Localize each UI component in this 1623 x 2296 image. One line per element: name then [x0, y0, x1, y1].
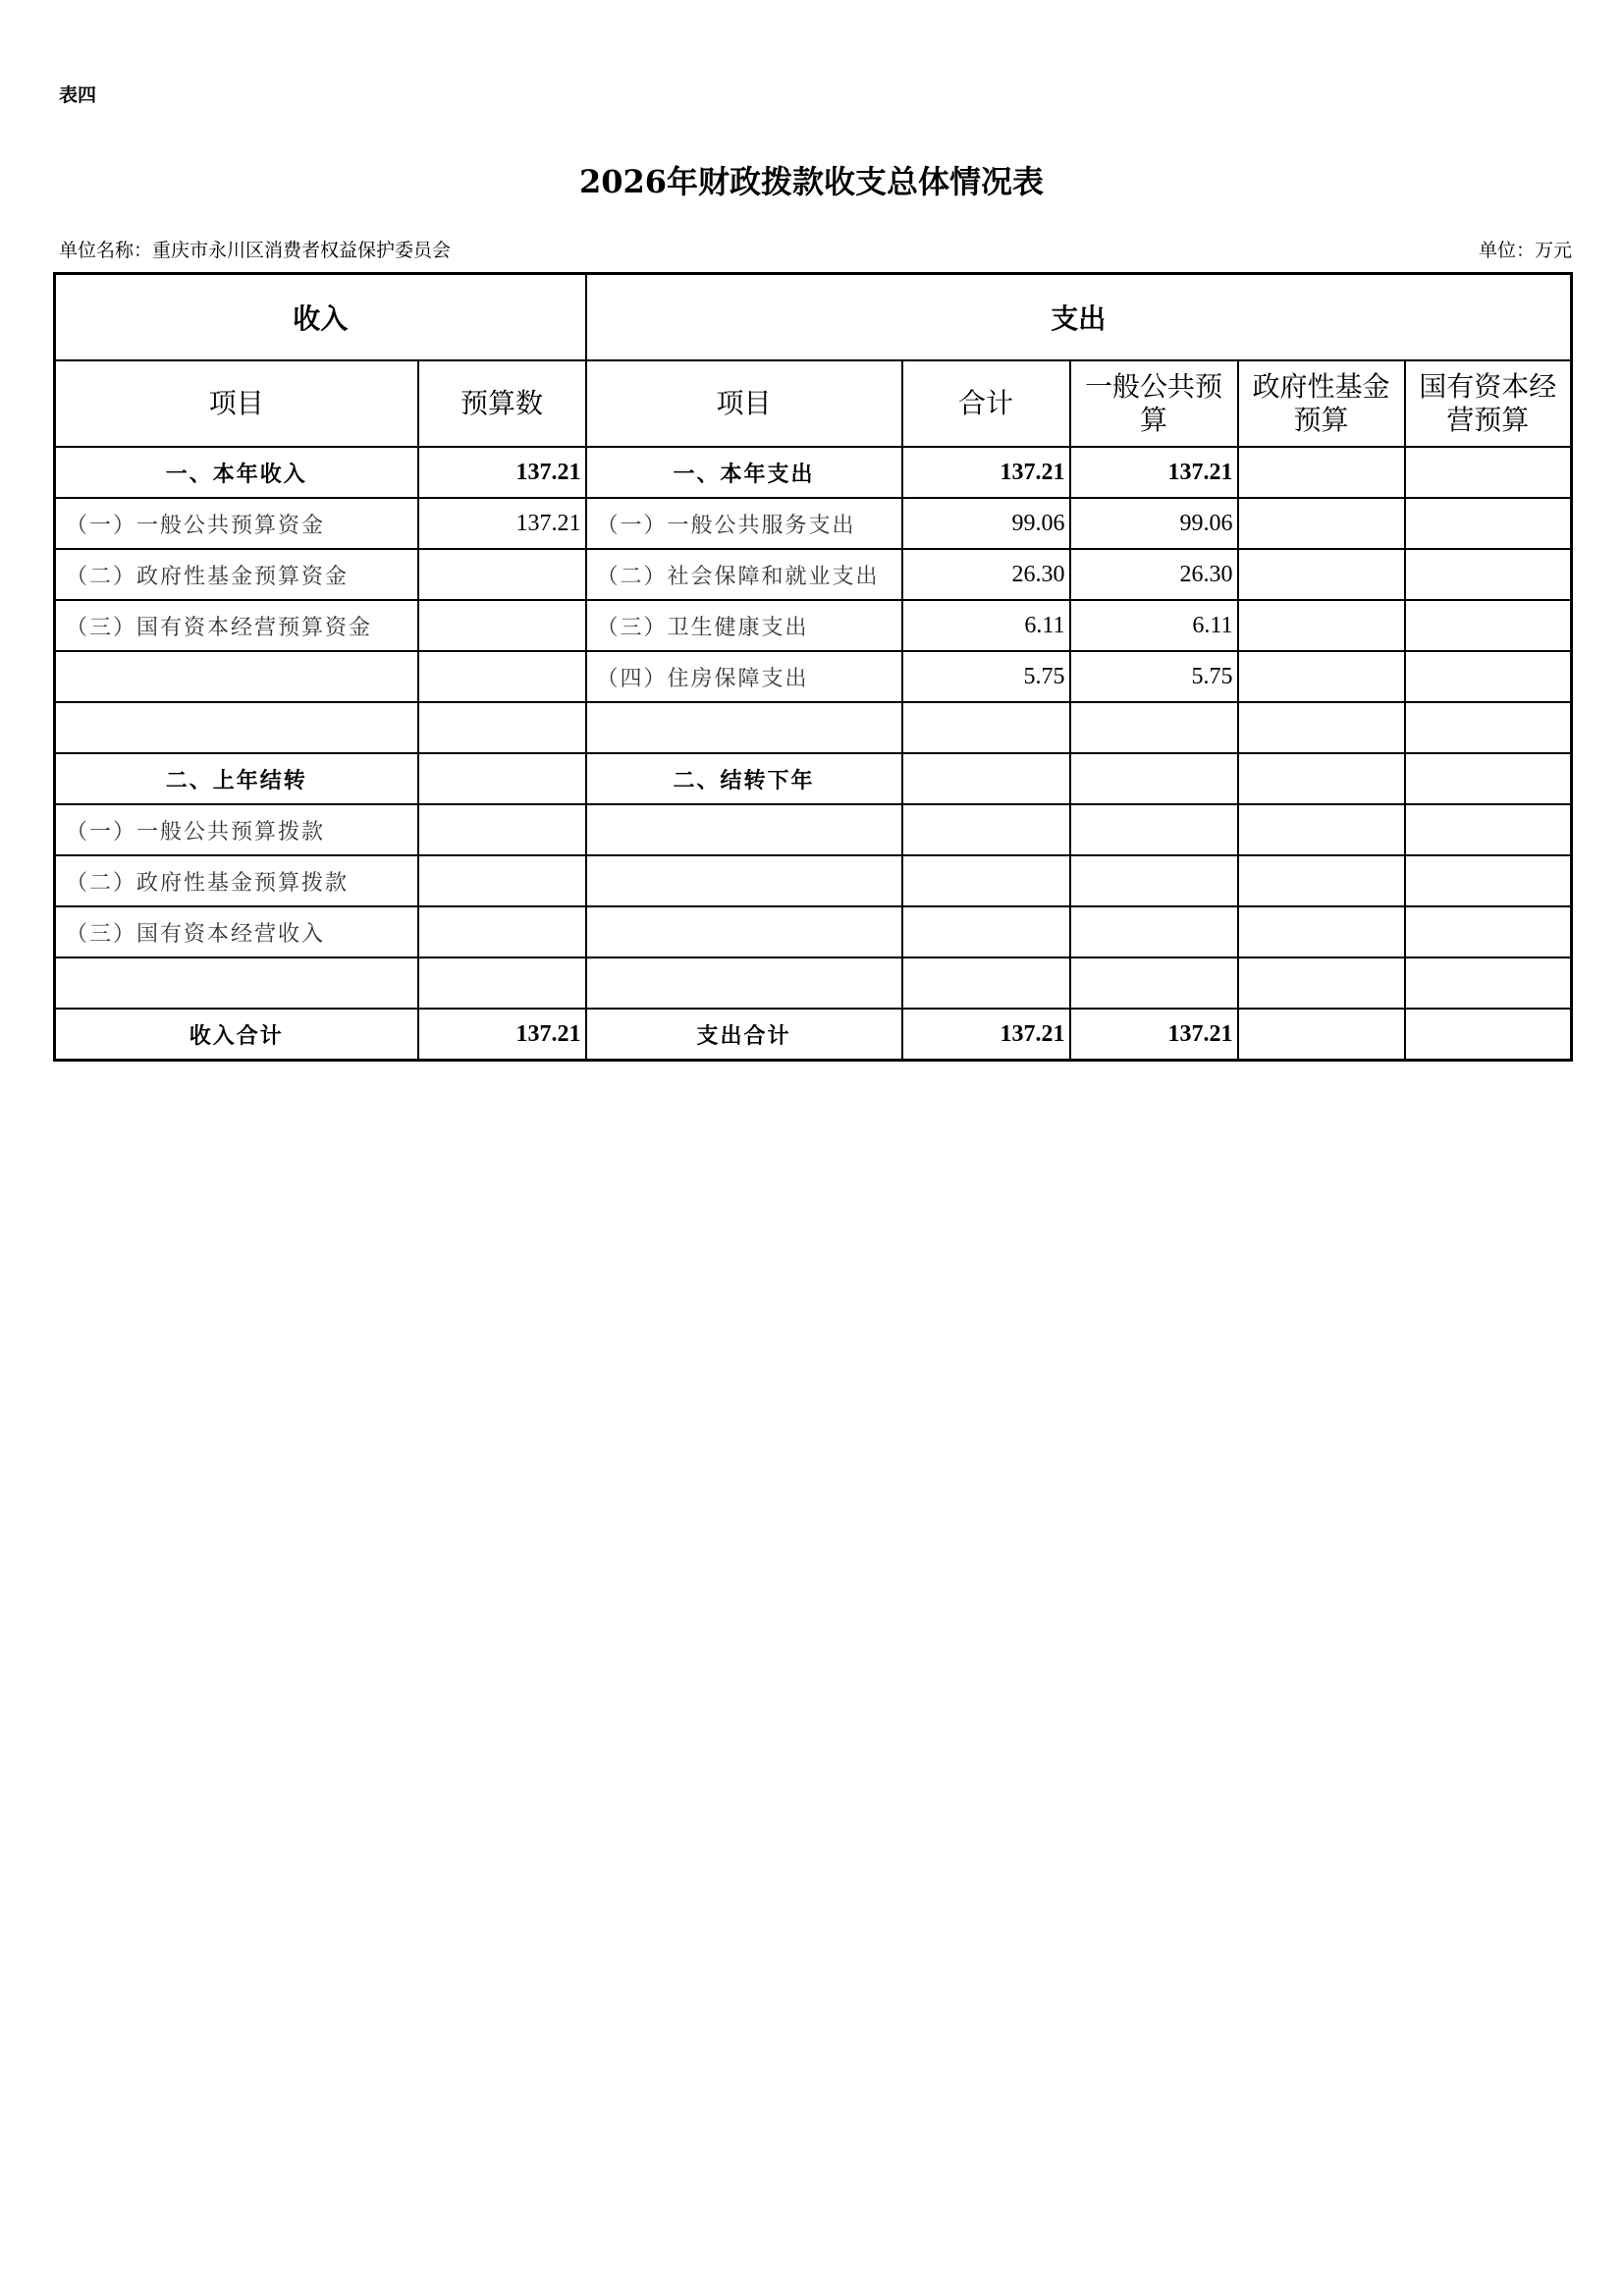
expense-item-cell	[586, 855, 902, 906]
expense-header: 支出	[586, 274, 1572, 361]
general-budget-cell	[1070, 855, 1238, 906]
income-value-cell	[418, 651, 586, 702]
state-capital-cell	[1405, 651, 1572, 702]
general-budget-cell: 137.21	[1070, 1009, 1238, 1061]
header-row-2	[55, 360, 1572, 447]
income-item-cell: （一）一般公共预算拨款	[55, 804, 418, 855]
budget-table	[53, 272, 1573, 1062]
expense-item-cell: 一、本年支出	[586, 447, 902, 498]
gov-fund-header: 政府性基金预算	[1238, 360, 1405, 447]
gov-fund-cell	[1238, 447, 1405, 498]
gov-fund-cell	[1238, 702, 1405, 753]
expense-item-cell	[586, 906, 902, 957]
general-budget-cell	[1070, 957, 1238, 1009]
gov-fund-cell	[1238, 957, 1405, 1009]
gov-fund-cell	[1238, 549, 1405, 600]
table-row	[55, 549, 1572, 600]
expense-item-cell	[586, 957, 902, 1009]
gov-fund-cell	[1238, 651, 1405, 702]
income-item-cell: 二、上年结转	[55, 753, 418, 804]
total-cell: 137.21	[902, 1009, 1070, 1061]
state-capital-cell	[1405, 804, 1572, 855]
gov-fund-cell	[1238, 498, 1405, 549]
table-row	[55, 498, 1572, 549]
income-value-cell	[418, 753, 586, 804]
table-row	[55, 957, 1572, 1009]
income-item-cell: 收入合计	[55, 1009, 418, 1061]
table-row	[55, 855, 1572, 906]
general-budget-cell	[1070, 753, 1238, 804]
state-capital-cell	[1405, 447, 1572, 498]
state-capital-cell	[1405, 753, 1572, 804]
general-budget-cell	[1070, 906, 1238, 957]
income-item-cell	[55, 957, 418, 1009]
table-row	[55, 804, 1572, 855]
gov-fund-cell	[1238, 1009, 1405, 1061]
state-capital-cell	[1405, 549, 1572, 600]
income-value-cell: 137.21	[418, 447, 586, 498]
gov-fund-cell	[1238, 855, 1405, 906]
income-header: 收入	[55, 274, 586, 361]
expense-item-cell: （四）住房保障支出	[586, 651, 902, 702]
state-capital-cell	[1405, 906, 1572, 957]
header-row-1	[55, 274, 1572, 361]
gov-fund-cell	[1238, 804, 1405, 855]
income-value-cell: 137.21	[418, 498, 586, 549]
income-value-cell	[418, 600, 586, 651]
general-budget-cell: 137.21	[1070, 447, 1238, 498]
income-value-cell	[418, 906, 586, 957]
income-value-cell: 137.21	[418, 1009, 586, 1061]
total-cell	[902, 702, 1070, 753]
income-item-cell: （三）国有资本经营预算资金	[55, 600, 418, 651]
currency-unit: 单位：万元	[1478, 240, 1572, 261]
unit-name: 单位名称：重庆市永川区消费者权益保护委员会	[59, 240, 452, 261]
general-budget-cell: 26.30	[1070, 549, 1238, 600]
total-cell: 6.11	[902, 600, 1070, 651]
table-row	[55, 753, 1572, 804]
expense-item-cell	[586, 804, 902, 855]
table-row	[55, 906, 1572, 957]
income-item-cell: （二）政府性基金预算拨款	[55, 855, 418, 906]
expense-item-cell: （二）社会保障和就业支出	[586, 549, 902, 600]
income-value-cell	[418, 702, 586, 753]
income-item-cell: （一）一般公共预算资金	[55, 498, 418, 549]
gov-fund-cell	[1238, 600, 1405, 651]
page-title: 2026年财政拨款收支总体情况表	[578, 163, 1045, 200]
total-cell: 26.30	[902, 549, 1070, 600]
table-row	[55, 702, 1572, 753]
income-item-cell: （三）国有资本经营收入	[55, 906, 418, 957]
expense-item-header: 项目	[586, 360, 902, 447]
total-cell: 137.21	[902, 447, 1070, 498]
expense-item-cell	[586, 702, 902, 753]
total-cell	[902, 753, 1070, 804]
general-budget-header: 一般公共预算	[1070, 360, 1238, 447]
income-value-cell	[418, 855, 586, 906]
table-row	[55, 447, 1572, 498]
total-header: 合计	[902, 360, 1070, 447]
income-item-cell: 一、本年收入	[55, 447, 418, 498]
total-cell	[902, 804, 1070, 855]
state-capital-cell	[1405, 600, 1572, 651]
total-cell: 99.06	[902, 498, 1070, 549]
gov-fund-cell	[1238, 753, 1405, 804]
general-budget-cell	[1070, 702, 1238, 753]
state-capital-cell	[1405, 1009, 1572, 1061]
expense-item-cell: 支出合计	[586, 1009, 902, 1061]
general-budget-cell: 6.11	[1070, 600, 1238, 651]
state-capital-header: 国有资本经营预算	[1405, 360, 1572, 447]
expense-item-cell: （一）一般公共服务支出	[586, 498, 902, 549]
income-item-cell: （二）政府性基金预算资金	[55, 549, 418, 600]
income-item-cell	[55, 651, 418, 702]
gov-fund-cell	[1238, 906, 1405, 957]
table-row	[55, 1009, 1572, 1061]
total-cell	[902, 906, 1070, 957]
income-budget-header: 预算数	[418, 360, 586, 447]
state-capital-cell	[1405, 702, 1572, 753]
total-cell: 5.75	[902, 651, 1070, 702]
general-budget-cell: 99.06	[1070, 498, 1238, 549]
expense-item-cell: （三）卫生健康支出	[586, 600, 902, 651]
state-capital-cell	[1405, 855, 1572, 906]
total-cell	[902, 855, 1070, 906]
state-capital-cell	[1405, 498, 1572, 549]
state-capital-cell	[1405, 957, 1572, 1009]
table-row	[55, 651, 1572, 702]
income-item-header: 项目	[55, 360, 418, 447]
income-value-cell	[418, 957, 586, 1009]
table-row	[55, 600, 1572, 651]
general-budget-cell	[1070, 804, 1238, 855]
expense-item-cell: 二、结转下年	[586, 753, 902, 804]
income-item-cell	[55, 702, 418, 753]
table-label: 表四	[59, 84, 97, 106]
general-budget-cell: 5.75	[1070, 651, 1238, 702]
income-value-cell	[418, 804, 586, 855]
total-cell	[902, 957, 1070, 1009]
income-value-cell	[418, 549, 586, 600]
